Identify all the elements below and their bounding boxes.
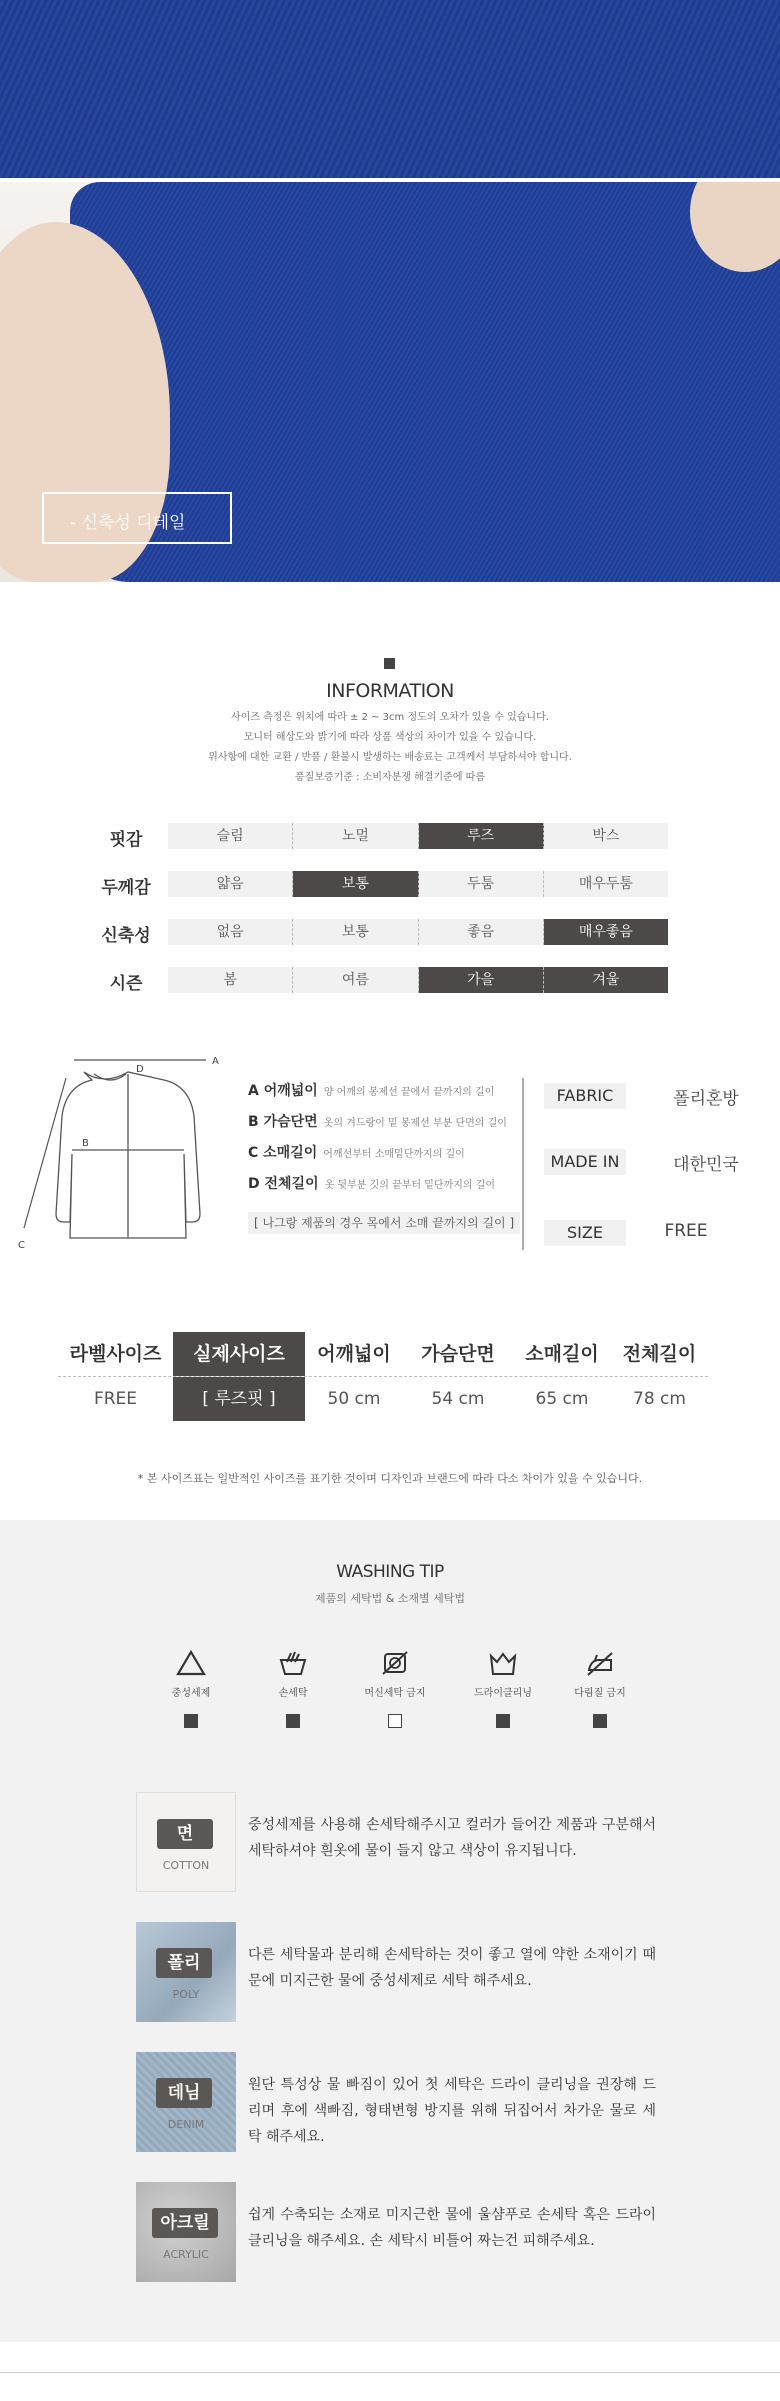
size-cell: 65 cm: [535, 1389, 589, 1409]
wash-icon-label: 다림질 금지: [574, 1688, 626, 1699]
attr-label: 두께감: [101, 878, 151, 898]
attr-option-selected: 겨울: [544, 967, 668, 993]
check-mark-on: [496, 1714, 510, 1728]
material-description: 다른 세탁물과 분리해 손세탁하는 것이 좋고 열에 약한 소재이기 때문에 미지근한 물에 중성세제로 세탁 해주세요.: [248, 1947, 656, 1989]
measure-key: C 소매길이: [248, 1145, 318, 1161]
label-b: B: [82, 1138, 89, 1149]
attr-option: 보통: [293, 919, 418, 945]
attr-option: 얇음: [168, 871, 293, 897]
info-line: 모니터 해상도와 밝기에 따라 상품 색상의 차이가 있을 수 있습니다.: [243, 732, 537, 743]
size-cell: [ 루즈핏 ] 95~100: [173, 1377, 305, 1421]
measure-key: D 전체길이: [248, 1176, 319, 1192]
size-col-header: 소매길이: [525, 1343, 599, 1365]
check-mark-on: [184, 1714, 198, 1728]
wash-item: [550, 1650, 650, 1699]
size-col-header: 라벨사이즈: [69, 1343, 162, 1365]
attr-row-elasticity: [86, 919, 668, 945]
bottom-divider: [0, 2372, 780, 2373]
attr-row-thickness: [86, 871, 668, 897]
size-col-header: 전체길이: [622, 1343, 697, 1365]
label-a: A: [212, 1056, 219, 1067]
material-thumb-poly: [136, 1922, 236, 2022]
material-badge: 데님: [156, 2078, 212, 2108]
attr-option: 슬림: [168, 823, 293, 849]
material-en: POLY: [172, 1988, 200, 2001]
material-en: COTTON: [162, 1859, 210, 1872]
material-thumb-denim: [136, 2052, 236, 2152]
size-value: FREE: [664, 1221, 708, 1241]
attr-row-fit: [86, 823, 668, 849]
attr-label: 시즌: [109, 974, 143, 994]
wash-item: [243, 1650, 343, 1699]
material-description: 원단 특성상 물 빠짐이 있어 첫 세탁은 드라이 클리닝을 권장해 드리며 후에 색빠짐, 형태변형 방지를 위해 뒤집어서 차가운 물로 세탁 해주세요.: [248, 2077, 656, 2145]
material-badge: 폴리: [156, 1948, 212, 1978]
information-title: INFORMATION: [326, 680, 454, 702]
attr-row-season: [86, 967, 668, 993]
vertical-divider: [522, 1078, 524, 1250]
attr-option: 좋음: [419, 919, 544, 945]
triangle-icon: [176, 1650, 206, 1676]
attr-option: 박스: [544, 823, 668, 849]
material-description: 쉽게 수축되는 소재로 미지근한 물에 울샴푸로 손세탁 혹은 드라이 클리닝을 해주세요. 손 세탁시 비틀어 짜는건 피해주세요.: [248, 2207, 656, 2249]
attr-option: 노멀: [293, 823, 418, 849]
no-iron-icon: [585, 1650, 615, 1676]
wash-item: [141, 1650, 241, 1699]
washing-subtitle: 제품의 세탁법 & 소재별 세탁법: [314, 1592, 466, 1605]
check-mark-on: [286, 1714, 300, 1728]
size-cell: 78 cm: [633, 1389, 686, 1409]
made-in-label: MADE IN: [544, 1149, 626, 1175]
material-en: ACRYLIC: [163, 2248, 209, 2261]
attr-option: 매우두툼: [544, 871, 668, 897]
attr-option: 없음: [168, 919, 293, 945]
wash-icon-label: 손세탁: [278, 1688, 308, 1699]
attr-option: 봄: [168, 967, 293, 993]
made-in-value: 대한민국: [673, 1155, 739, 1175]
wash-icon-label: 중성세제: [171, 1688, 211, 1699]
size-table: [58, 1332, 708, 1453]
section-marker: [384, 658, 395, 669]
measure-desc: 양 어깨의 봉제선 끝에서 끝까지의 길이: [323, 1087, 495, 1098]
material-thumb-cotton: [136, 1792, 236, 1892]
attr-label: 신축성: [101, 926, 151, 946]
attr-option: 여름: [293, 967, 418, 993]
measurement-list: [248, 1080, 518, 1204]
label-c: C: [18, 1240, 25, 1251]
material-badge: 면: [157, 1819, 213, 1849]
fabric-closeup-photo: [0, 0, 780, 178]
size-table-row: [58, 1377, 708, 1453]
fabric-label: FABRIC: [544, 1083, 626, 1109]
attr-option-selected: 루즈: [419, 823, 544, 849]
measure-key: A 어깨넓이: [248, 1083, 318, 1099]
measure-row: [248, 1142, 518, 1173]
check-mark-on: [593, 1714, 607, 1728]
raglan-note: [ 나그랑 제품의 경우 목에서 소매 끝까지의 길이 ]: [248, 1212, 520, 1234]
size-disclaimer: * 본 사이즈표는 일반적인 사이즈를 표기한 것이며 디자인과 브랜드에 따라 다소 차이가 있을 수 있습니다.: [137, 1472, 643, 1485]
material-en: DENIM: [167, 2118, 205, 2131]
fabric-value: 폴리혼방: [673, 1089, 739, 1109]
size-col-header: 가슴단면: [421, 1343, 495, 1365]
attr-label: 핏감: [109, 830, 143, 850]
garment-measure-diagram: [14, 1046, 244, 1261]
attr-option: 두툼: [419, 871, 544, 897]
measure-key: B 가슴단면: [248, 1114, 318, 1130]
size-col-header: 실제사이즈: [173, 1332, 305, 1376]
measure-row: [248, 1173, 518, 1204]
wash-icon-label: 머신세탁 금지: [364, 1688, 426, 1699]
wash-item: [345, 1650, 445, 1699]
measure-row: [248, 1111, 518, 1142]
material-description: 중성세제를 사용해 손세탁해주시고 컬러가 들어간 제품과 구분해서 세탁하셔야 흰옷에 물이 들지 않고 색상이 유지됩니다.: [248, 1817, 656, 1859]
measure-desc: 옷 뒷부분 깃의 끝부터 밑단까지의 길이: [324, 1180, 496, 1191]
info-line: 품질보증기준 : 소비자분쟁 해결기준에 따름: [295, 772, 485, 783]
check-mark-off: [388, 1714, 402, 1728]
no-machine-wash-icon: [380, 1650, 410, 1676]
dry-clean-icon: [488, 1650, 518, 1676]
info-line: 사이즈 측정은 위치에 따라 ± 2 ~ 3cm 정도의 오차가 있을 수 있습니다.: [231, 712, 549, 723]
material-badge: 아크릴: [152, 2208, 218, 2238]
size-label: SIZE: [544, 1220, 626, 1246]
size-cell: FREE: [93, 1389, 138, 1409]
size-table-header: [58, 1332, 708, 1376]
measure-row: [248, 1080, 518, 1111]
hand-wash-icon: [278, 1650, 308, 1676]
measure-desc: 어깨선부터 소매밑단까지의 길이: [323, 1149, 465, 1160]
stretch-detail-label: - 신축성 디테일: [42, 492, 232, 544]
wash-icon-label: 드라이클리닝: [474, 1688, 532, 1699]
info-line: 위사항에 대한 교환 / 반품 / 환불시 발생하는 배송료는 고객께서 부담하셔야 합니다.: [208, 752, 572, 763]
measure-desc: 옷의 겨드랑이 밑 봉제선 부분 단면의 길이: [323, 1118, 507, 1129]
label-d: D: [136, 1064, 144, 1075]
information-notes: [0, 708, 780, 788]
size-cell: 50 cm: [327, 1389, 381, 1409]
size-cell: 54 cm: [431, 1389, 485, 1409]
attr-option-selected: 매우좋음: [544, 919, 668, 945]
attr-option-selected: 보통: [293, 871, 418, 897]
size-col-header: 어깨넓이: [317, 1343, 391, 1365]
material-thumb-acrylic: [136, 2182, 236, 2282]
attr-option-selected: 가을: [419, 967, 544, 993]
washing-title: WASHING TIP: [336, 1562, 444, 1582]
wash-item: [453, 1650, 553, 1699]
